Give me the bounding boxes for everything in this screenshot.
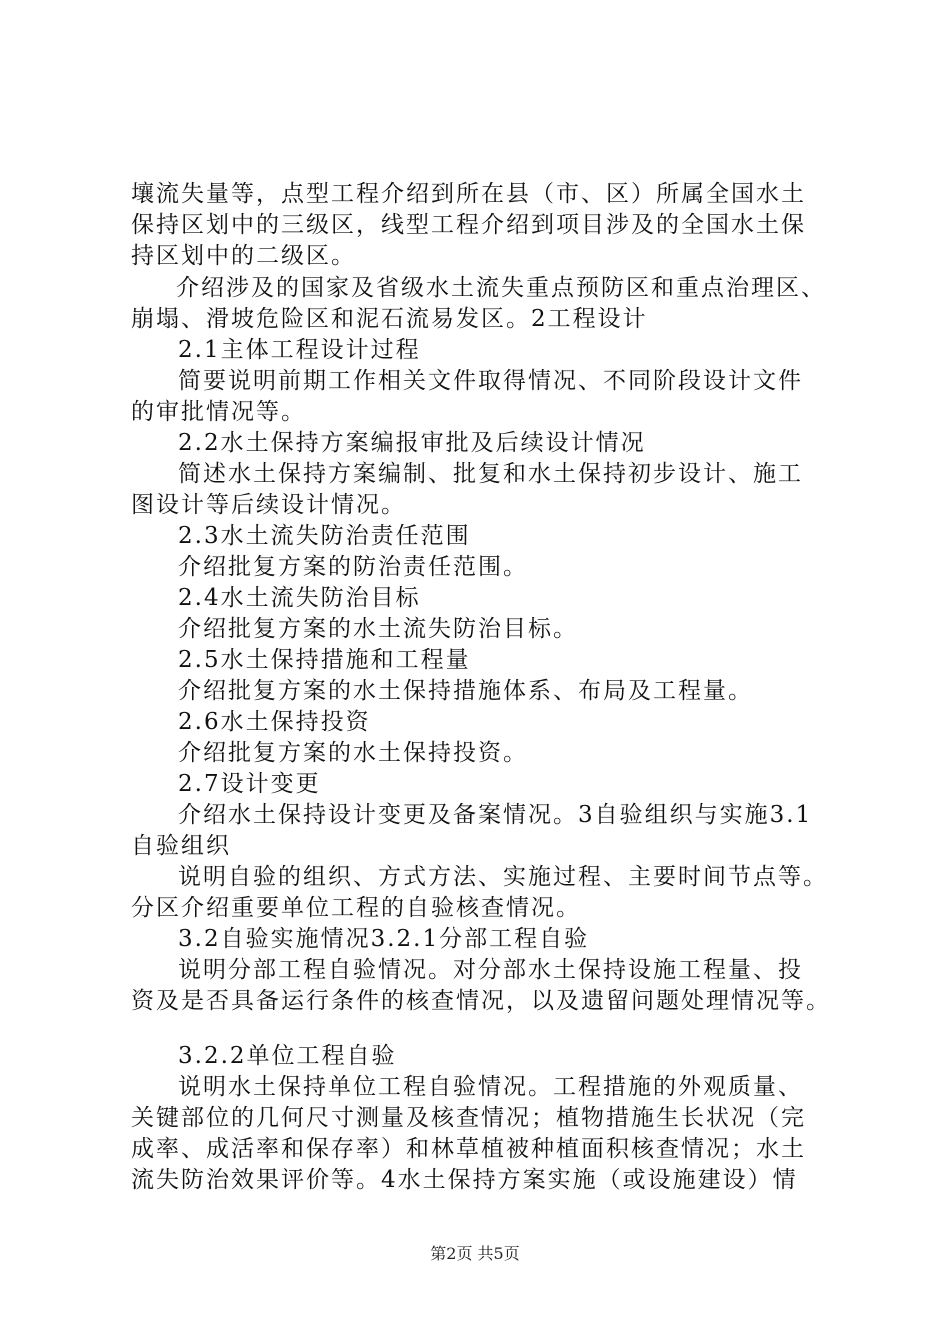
text-line: 介绍批复方案的水土流失防治目标。 bbox=[178, 616, 578, 642]
text-line: 介绍涉及的国家及省级水土流失重点预防区和重点治理区、 bbox=[176, 275, 826, 301]
text-line: 资及是否具备运行条件的核查情况，以及遗留问题处理情况等。 bbox=[131, 988, 831, 1014]
text-line: 关键部位的几何尺寸测量及核查情况；植物措施生长状况（完 bbox=[131, 1105, 806, 1131]
text-line: 说明自验的组织、方式方法、实施过程、主要时间节点等。 bbox=[178, 864, 828, 890]
text-line: 壤流失量等，点型工程介绍到所在县（市、区）所属全国水土 bbox=[131, 181, 806, 207]
text-line: 图设计等后续设计情况。 bbox=[131, 492, 406, 518]
page-footer: 第2页 共5页 bbox=[430, 1244, 520, 1263]
section-heading: 2.3水土流失防治责任范围 bbox=[178, 523, 471, 549]
text-line: 介绍批复方案的水土保持投资。 bbox=[178, 740, 528, 766]
text-line: 简要说明前期工作相关文件取得情况、不同阶段设计文件 bbox=[178, 368, 803, 394]
text-line: 说明分部工程自验情况。对分部水土保持设施工程量、投 bbox=[178, 957, 803, 983]
section-heading: 2.2水土保持方案编报审批及后续设计情况 bbox=[178, 430, 646, 456]
section-heading: 2.5水土保持措施和工程量 bbox=[178, 647, 471, 673]
text-line: 崩塌、滑坡危险区和泥石流易发区。2工程设计 bbox=[131, 306, 648, 332]
section-heading: 3.2自验实施情况3.2.1分部工程自验 bbox=[178, 926, 590, 952]
text-line: 说明水土保持单位工程自验情况。工程措施的外观质量、 bbox=[178, 1074, 803, 1100]
text-line: 成率、成活率和保存率）和林草植被种植面积核查情况；水土 bbox=[131, 1136, 806, 1162]
section-heading: 3.2.2单位工程自验 bbox=[178, 1043, 397, 1069]
text-line: 介绍批复方案的水土保持措施体系、布局及工程量。 bbox=[178, 678, 753, 704]
text-line: 持区划中的二级区。 bbox=[131, 243, 356, 269]
section-heading: 2.7设计变更 bbox=[178, 771, 321, 797]
text-line: 流失防治效果评价等。4水土保持方案实施（或设施建设）情 bbox=[131, 1167, 798, 1193]
text-line: 的审批情况等。 bbox=[131, 399, 306, 425]
text-line: 自验组织 bbox=[131, 833, 231, 859]
text-line: 介绍水土保持设计变更及备案情况。3自验组织与实施3.1 bbox=[178, 802, 813, 828]
section-heading: 2.1主体工程设计过程 bbox=[178, 337, 421, 363]
text-line: 简述水土保持方案编制、批复和水土保持初步设计、施工 bbox=[178, 461, 803, 487]
text-line: 介绍批复方案的防治责任范围。 bbox=[178, 554, 528, 580]
text-line: 分区介绍重要单位工程的自验核查情况。 bbox=[131, 895, 581, 921]
text-line: 保持区划中的三级区，线型工程介绍到项目涉及的全国水土保 bbox=[131, 212, 806, 238]
section-heading: 2.6水土保持投资 bbox=[178, 709, 371, 735]
section-heading: 2.4水土流失防治目标 bbox=[178, 585, 421, 611]
